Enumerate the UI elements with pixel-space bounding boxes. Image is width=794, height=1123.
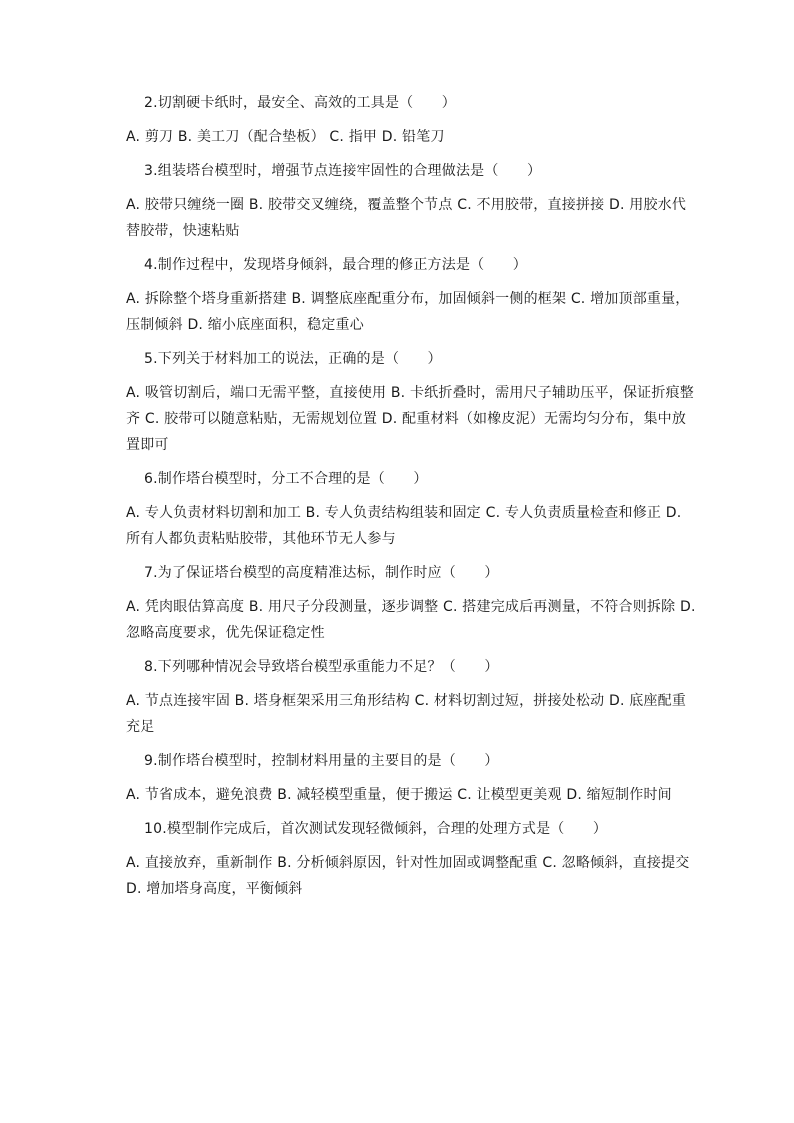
question-options: A. 拆除整个塔身重新搭建 B. 调整底座配重分布，加固倾斜一侧的框架 C. 增加顶部重量，压制倾斜 D. 缩小底座面积，稳定重心 [126, 291, 690, 333]
question-item [96, 346, 700, 458]
question-item [96, 560, 700, 646]
question-item [96, 654, 700, 740]
question-options: A. 胶带只缠绕一圈 B. 胶带交叉缠绕，覆盖整个节点 C. 不用胶带，直接拼接 D. 用胶水代替胶带，快速粘贴 [126, 197, 687, 239]
question-options: A. 直接放弃，重新制作 B. 分析倾斜原因，针对性加固或调整配重 C. 忽略倾斜，直接提交 D. 增加塔身高度，平衡倾斜 [126, 855, 690, 897]
question-stem: 4.制作过程中，发现塔身倾斜，最合理的修正方法是（ ） [144, 257, 527, 273]
question-stem: 10.模型制作完成后，首次测试发现轻微倾斜，合理的处理方式是（ ） [144, 821, 608, 837]
question-stem: 8.下列哪种情况会导致塔台模型承重能力不足？（ ） [144, 659, 499, 675]
question-item [96, 158, 700, 244]
question-stem: 5.下列关于材料加工的说法，正确的是（ ） [144, 351, 442, 367]
question-options: A. 节省成本，避免浪费 B. 减轻模型重量，便于搬运 C. 让模型更美观 D. 缩短制作时间 [126, 787, 672, 803]
question-item [96, 816, 700, 902]
question-item [96, 466, 700, 552]
question-stem: 7.为了保证塔台模型的高度精准达标，制作时应（ ） [144, 565, 499, 581]
question-options: A. 剪刀 B. 美工刀（配合垫板） C. 指甲 D. 铅笔刀 [126, 129, 445, 145]
question-options: A. 节点连接牢固 B. 塔身框架采用三角形结构 C. 材料切割过短，拼接处松动 D. 底座配重充足 [126, 693, 687, 735]
question-stem: 2.切割硬卡纸时，最安全、高效的工具是（ ） [144, 95, 456, 111]
question-list [96, 90, 700, 910]
question-item [96, 90, 700, 150]
question-stem: 9.制作塔台模型时，控制材料用量的主要目的是（ ） [144, 753, 499, 769]
question-options: A. 吸管切割后，端口无需平整，直接使用 B. 卡纸折叠时，需用尺子辅助压平，保证折痕整齐 C. 胶带可以随意粘贴，无需规划位置 D. 配重材料（如橡皮泥）无需均匀分布，集中放置即可 [126, 385, 694, 453]
question-options: A. 凭肉眼估算高度 B. 用尺子分段测量，逐步调整 C. 搭建完成后再测量，不符合则拆除 D. 忽略高度要求，优先保证稳定性 [126, 599, 696, 641]
question-item [96, 252, 700, 338]
question-stem: 6.制作塔台模型时，分工不合理的是（ ） [144, 471, 428, 487]
question-stem: 3.组装塔台模型时，增强节点连接牢固性的合理做法是（ ） [144, 163, 542, 179]
question-options: A. 专人负责材料切割和加工 B. 专人负责结构组装和固定 C. 专人负责质量检查和修正 D. 所有人都负责粘贴胶带，其他环节无人参与 [126, 505, 682, 547]
question-item [96, 748, 700, 808]
